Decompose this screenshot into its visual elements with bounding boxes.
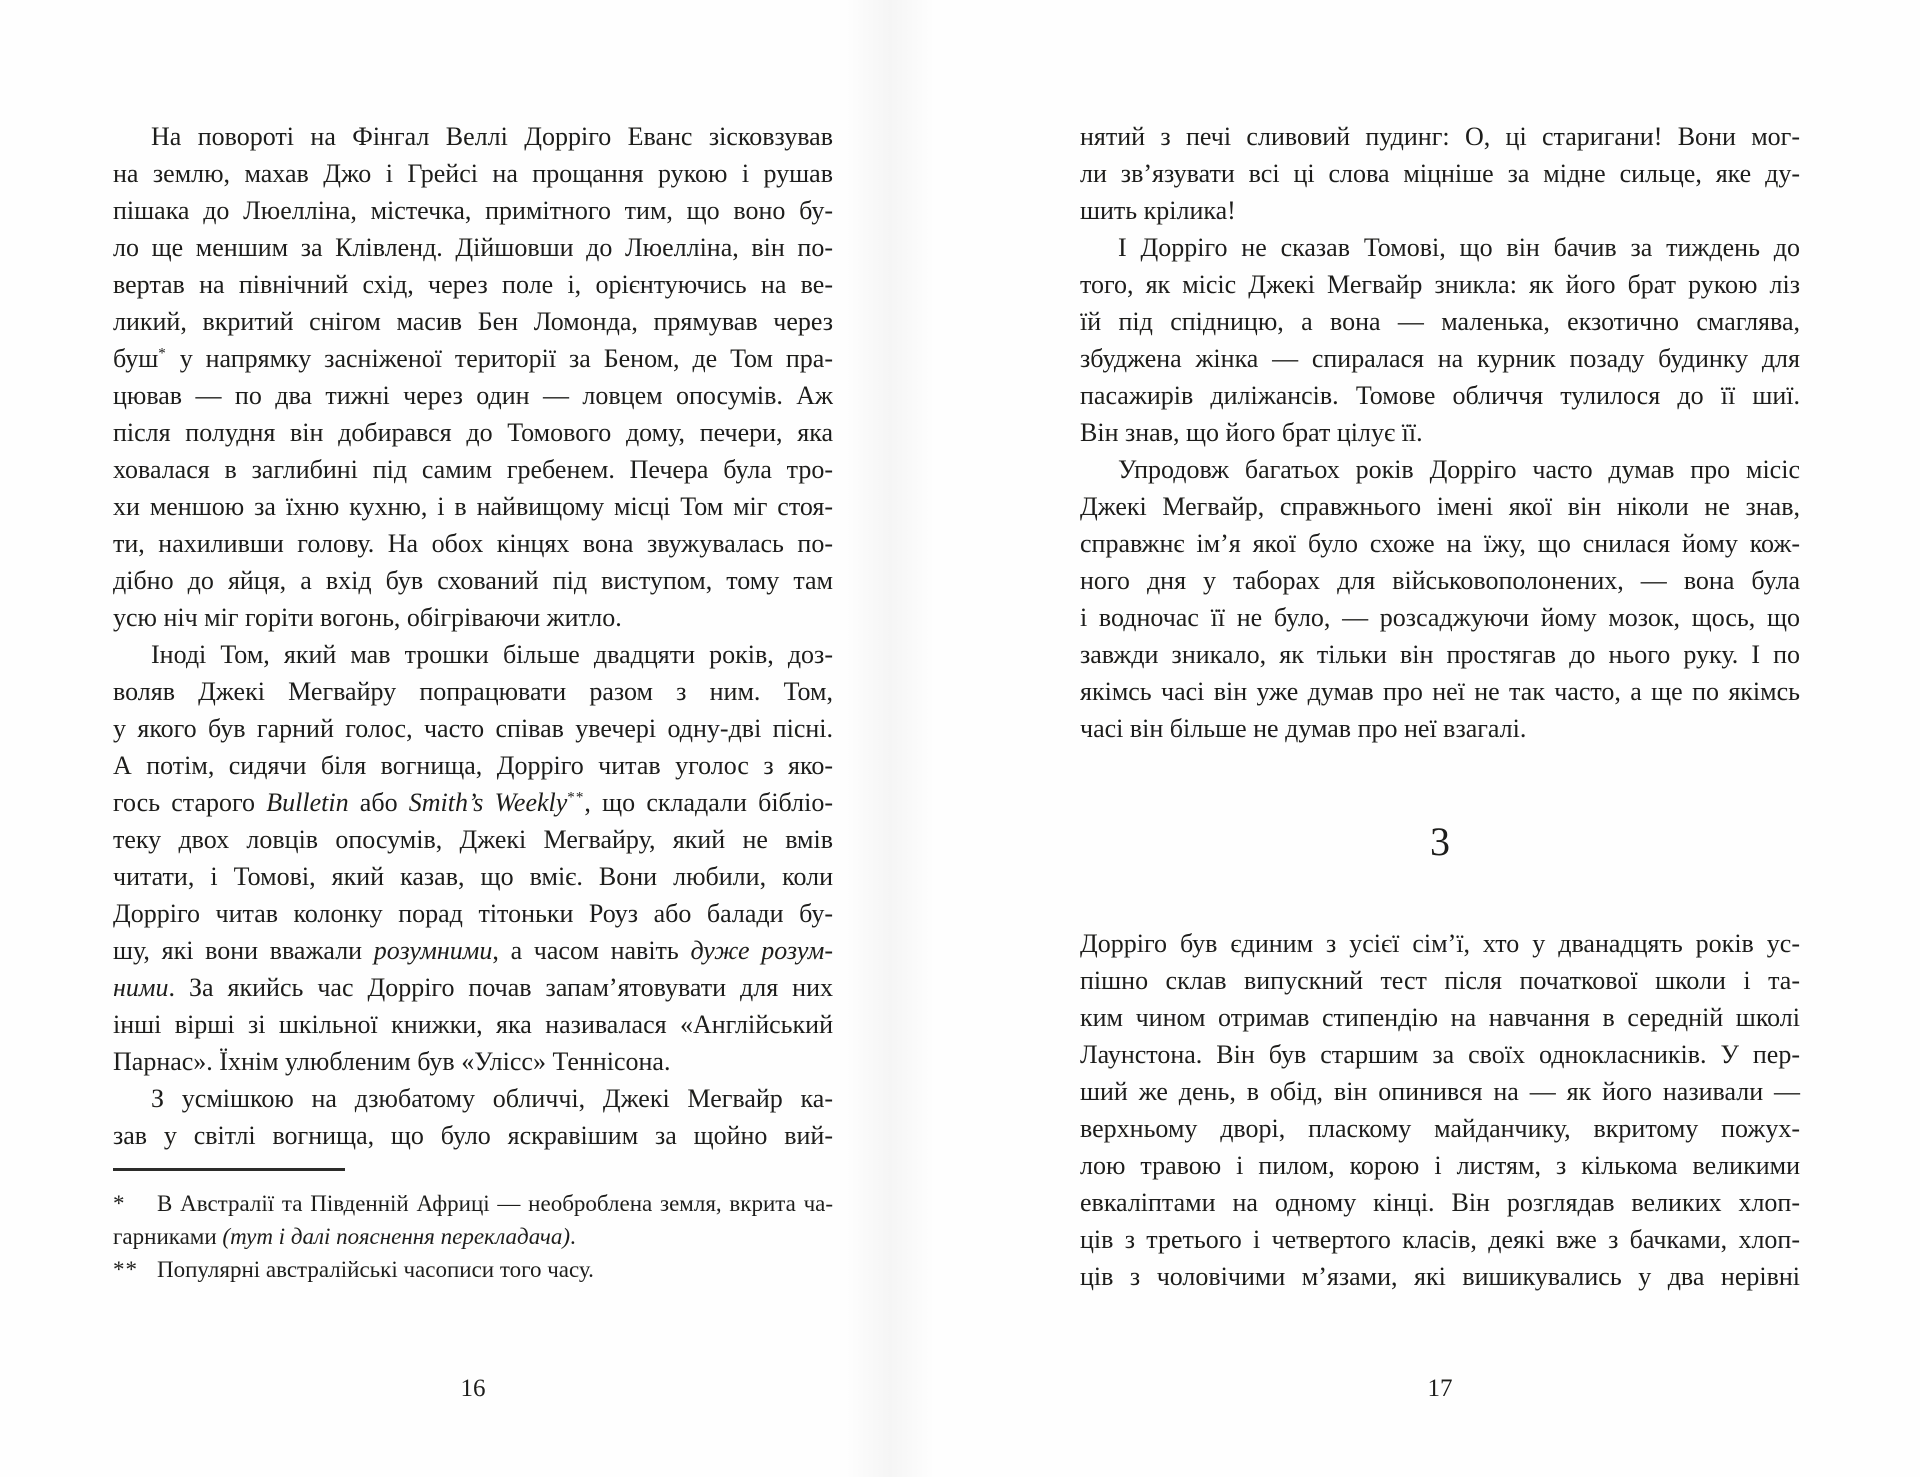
text-segment: інші вірші зі шкільної книжки, яка називалася «Англійський xyxy=(113,1010,833,1039)
text-segment: (тут і далі пояснення перекладача) xyxy=(222,1224,571,1249)
text-segment: Парнас». Їхнім улюбленим був «Улісс» Теннісона. xyxy=(113,1047,671,1076)
text-line xyxy=(113,1080,833,1117)
paragraph xyxy=(113,1080,833,1154)
text-segment: ти, нахиливши голову. На обох кінцях вона звужувалась по- xyxy=(113,529,833,558)
text-segment: гарниками xyxy=(113,1224,223,1249)
text-segment: справжнє ім’я якої було схоже на їжу, що снилася йому кож- xyxy=(1080,529,1800,558)
text-segment: ким чином отримав стипендію на навчання в середній школі xyxy=(1080,1003,1800,1032)
text-segment: пасажирів диліжансів. Томове обличчя тулилося до її шиї. xyxy=(1080,381,1800,410)
text-segment: шу, які вони вважали xyxy=(113,936,374,965)
text-segment: , що складали бібліо- xyxy=(584,788,833,817)
text-line xyxy=(1080,1184,1800,1221)
text-line xyxy=(1080,1110,1800,1147)
text-segment: На повороті на Фінгал Веллі Дорріго Еванс зісковзував xyxy=(151,122,833,151)
text-line xyxy=(113,155,833,192)
text-line xyxy=(1080,1258,1800,1295)
text-line xyxy=(113,821,833,858)
text-line xyxy=(113,784,833,821)
text-segment: ший же день, в обід, він опинився на — як його називали — xyxy=(1080,1077,1800,1106)
text-segment: Популярні австралійські часописи того часу. xyxy=(157,1257,594,1282)
footnote xyxy=(113,1253,833,1286)
text-segment: А потім, сидячи біля вогнища, Дорріго читав уголос з яко- xyxy=(113,751,833,780)
text-segment: збуджена жінка — спиралася на курник позаду будинку для xyxy=(1080,344,1800,373)
text-segment: Упродовж багатьох років Дорріго часто думав про місіс xyxy=(1118,455,1800,484)
text-line xyxy=(113,229,833,266)
text-line xyxy=(113,1043,833,1080)
text-line xyxy=(113,118,833,155)
text-line xyxy=(113,858,833,895)
paragraph xyxy=(113,636,833,1080)
text-segment: у напрямку засніженої території за Беном, де Том пра- xyxy=(166,344,833,373)
text-line xyxy=(113,1006,833,1043)
text-line xyxy=(1080,710,1800,747)
text-segment: пішно склав випускний тест після початкової школи і та- xyxy=(1080,966,1800,995)
text-line xyxy=(1080,599,1800,636)
text-segment: їй під спідницю, а вона — маленька, екзотично смаглява, xyxy=(1080,307,1800,336)
text-line xyxy=(113,932,833,969)
page-left-text xyxy=(113,118,833,1286)
paragraph xyxy=(1080,229,1800,451)
page-gutter-shadow xyxy=(845,0,935,1477)
text-line xyxy=(113,1253,833,1286)
text-line xyxy=(113,451,833,488)
text-segment: ними xyxy=(113,973,169,1002)
footnote-marker: ** xyxy=(113,1257,138,1282)
text-line xyxy=(113,525,833,562)
text-segment: буш xyxy=(113,344,159,373)
text-line xyxy=(1080,488,1800,525)
text-segment: вертав на північний схід, через поле і, орієнтуючись на ве- xyxy=(113,270,833,299)
text-line xyxy=(1080,1147,1800,1184)
text-line xyxy=(113,1117,833,1154)
text-segment: нятий з печі сливовий пудинг: О, ці старигани! Вони мог- xyxy=(1080,122,1800,151)
text-segment: І Дорріго не сказав Томові, що він бачив за тиждень до xyxy=(1118,233,1800,262)
text-line xyxy=(113,266,833,303)
page-number-right: 17 xyxy=(1427,1375,1453,1402)
page-right-text xyxy=(1080,118,1800,1295)
text-line xyxy=(1080,1073,1800,1110)
text-segment: читати, і Томові, який казав, що вміє. Вони любили, коли xyxy=(113,862,833,891)
page-number-left: 16 xyxy=(460,1375,486,1402)
text-line xyxy=(1080,266,1800,303)
text-segment: З усмішкою на дзюбатому обличчі, Джекі Мегвайр ка- xyxy=(151,1084,833,1113)
text-line xyxy=(1080,155,1800,192)
text-segment: і водночас її не було, — розсаджуючи йому мозок, щось, що xyxy=(1080,603,1800,632)
text-line xyxy=(1080,303,1800,340)
text-line xyxy=(1080,118,1800,155)
text-segment: В Австралії та Південній Африці — необроблена земля, вкрита ча- xyxy=(157,1191,833,1216)
text-segment: ного дня у таборах для військовополонених, — вона була xyxy=(1080,566,1800,595)
footnote-ref-mark: * xyxy=(158,345,167,362)
text-line xyxy=(1080,451,1800,488)
text-line xyxy=(113,303,833,340)
text-segment: ців з чоловічими м’язами, які вишикувались у два нерівні xyxy=(1080,1262,1800,1291)
footnote-ref-mark: ** xyxy=(567,789,585,806)
text-segment: Дорріго читав колонку порад тітоньки Роуз або балади бу- xyxy=(113,899,833,928)
paragraph xyxy=(1080,118,1800,229)
paragraph xyxy=(1080,451,1800,747)
text-segment: усю ніч міг горіти вогонь, обігріваючи житло. xyxy=(113,603,622,632)
text-segment: Іноді Том, який мав трошки більше двадцяти років, доз- xyxy=(151,640,833,669)
text-segment: розумними xyxy=(373,936,493,965)
text-line xyxy=(113,414,833,451)
text-line xyxy=(113,747,833,784)
text-segment: Smith’s Weekly xyxy=(408,788,568,817)
text-segment: у якого був гарний голос, часто співав увечері одну-дві пісні. xyxy=(113,714,833,743)
text-line xyxy=(113,488,833,525)
text-segment: гось старого xyxy=(113,788,267,817)
text-line xyxy=(1080,999,1800,1036)
text-segment: верхньому дворі, пласкому майданчику, вкритому пожух- xyxy=(1080,1114,1800,1143)
text-line xyxy=(113,1187,833,1220)
text-segment: хи меншою за їхню кухню, і в найвищому місці Том міг стоя- xyxy=(113,492,833,521)
text-line xyxy=(1080,414,1800,451)
text-segment: ців з третього і четвертого класів, деякі вже з бачками, хлоп- xyxy=(1080,1225,1800,1254)
text-segment: дібно до яйця, а вхід був схований під виступом, тому там xyxy=(113,566,833,595)
text-line xyxy=(1080,340,1800,377)
text-line xyxy=(113,192,833,229)
text-segment: ли зв’язувати всі ці слова міцніше за мідне сильце, яке ду- xyxy=(1080,159,1800,188)
text-segment: лою травою і пилом, корою і листям, з кількома великими xyxy=(1080,1151,1800,1180)
text-segment: ликий, вкритий снігом масив Бен Ломонда, прямував через xyxy=(113,307,833,336)
text-segment: Лаунстона. Він був старшим за своїх однокласників. У пер- xyxy=(1080,1040,1800,1069)
text-line xyxy=(1080,229,1800,266)
text-segment: того, як місіс Джекі Мегвайр зникла: як його брат рукою ліз xyxy=(1080,270,1800,299)
footnote xyxy=(113,1187,833,1253)
text-line xyxy=(1080,562,1800,599)
text-segment: після полудня він добирався до Томового дому, печери, яка xyxy=(113,418,833,447)
footnotes-section xyxy=(113,1168,833,1286)
text-line xyxy=(1080,1221,1800,1258)
text-line xyxy=(1080,673,1800,710)
text-line xyxy=(113,969,833,1006)
text-segment: дуже розум- xyxy=(690,936,834,965)
text-segment: ховалася в заглибині під самим гребенем. Печера була тро- xyxy=(113,455,833,484)
text-segment: Він знав, що його брат цілує її. xyxy=(1080,418,1423,447)
chapter-heading: 3 xyxy=(1430,819,1450,864)
text-segment: часі він більше не думав про неї взагалі. xyxy=(1080,714,1527,743)
text-segment: зав у світлі вогнища, що було яскравішим за щойно вий- xyxy=(113,1121,833,1150)
text-line xyxy=(113,377,833,414)
footnote-marker: * xyxy=(113,1191,126,1216)
text-line xyxy=(1080,525,1800,562)
text-segment: ло ще меншим за Клівленд. Дійшовши до Люелліна, він по- xyxy=(113,233,833,262)
text-line xyxy=(113,895,833,932)
text-segment: Bulletin xyxy=(266,788,349,817)
text-line xyxy=(113,710,833,747)
text-segment: Дорріго був єдиним з усієї сім’ї, хто у дванадцять років ус- xyxy=(1080,929,1800,958)
text-segment: цював — по два тижні через один — ловцем опосумів. Аж xyxy=(113,381,833,410)
text-segment: , а часом навіть xyxy=(492,936,691,965)
text-line xyxy=(1080,377,1800,414)
text-segment: пішака до Люелліна, містечка, примітного тим, що воно бу- xyxy=(113,196,833,225)
text-segment: теку двох ловців опосумів, Джекі Мегвайру, який не вмів xyxy=(113,825,833,854)
text-line xyxy=(1080,636,1800,673)
text-line xyxy=(1080,192,1800,229)
text-line xyxy=(1080,962,1800,999)
text-line xyxy=(1080,1036,1800,1073)
text-line xyxy=(113,636,833,673)
text-segment: Джекі Мегвайр, справжнього імені якої він ніколи не знав, xyxy=(1080,492,1800,521)
text-line xyxy=(113,673,833,710)
text-segment: воляв Джекі Мегвайру попрацювати разом з ним. Том, xyxy=(113,677,833,706)
text-segment: або xyxy=(348,788,409,817)
text-segment: якімсь часі він уже думав про неї не так часто, а ще по якімсь xyxy=(1080,677,1800,706)
text-line xyxy=(1080,925,1800,962)
paragraph xyxy=(1080,925,1800,1295)
text-segment: . За якийсь час Дорріго почав запам’ятовувати для них xyxy=(168,973,833,1002)
text-line xyxy=(113,340,833,377)
footnote-separator-rule xyxy=(113,1168,345,1171)
text-segment: евкаліптами на одному кінці. Він розглядав великих хлоп- xyxy=(1080,1188,1800,1217)
paragraph xyxy=(113,118,833,636)
text-segment: завжди зникало, як тільки він простягав до нього руку. І по xyxy=(1080,640,1800,669)
text-line xyxy=(113,562,833,599)
text-segment: на землю, махав Джо і Грейсі на прощання рукою і рушав xyxy=(113,159,833,188)
text-line xyxy=(113,1220,833,1253)
text-segment: шить крілика! xyxy=(1080,196,1236,225)
text-segment: . xyxy=(570,1224,576,1249)
text-line xyxy=(113,599,833,636)
